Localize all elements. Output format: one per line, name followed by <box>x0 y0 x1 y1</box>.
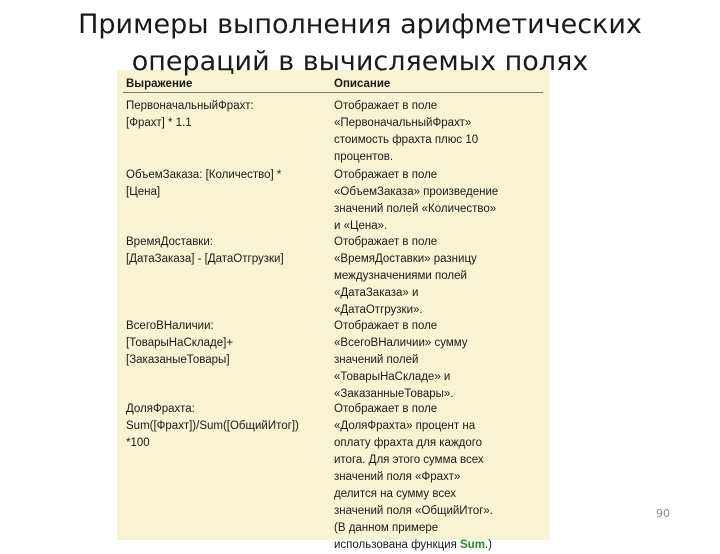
header-divider <box>123 92 543 93</box>
row-description: Отображает в поле «ОбъемЗаказа» произведение значений полей «Количество» и «Цена». <box>334 169 499 232</box>
row-description: Отображает в поле «ПервоначальныйФрахт» стоимость фрахта плюс 10 процентов. <box>334 100 479 163</box>
row-description-tail: .) <box>484 539 492 551</box>
row-expression: ВсегоВНаличии: [ТоварыНаСкладе]+[ЗаказаныеТовары] <box>126 320 234 366</box>
row-description <box>334 401 544 554</box>
row-expression: ПервоначальныйФрахт: [Фрахт] * 1.1 <box>126 100 254 129</box>
expressions-table <box>117 70 550 551</box>
row-expression: ОбъемЗаказа: [Количество] * [Цена] <box>126 169 282 198</box>
row-description-text: Отображает в поле «ДоляФрахта» процент на оплату фрахта для каждого итога. Для этого сумма всех значений поля «Фрахт» делится на сумму всех значений поля «ОбщийИтог». (В данном примере использована функция <box>334 403 493 551</box>
row-expression: ДоляФрахта: Sum([Фрахт])/Sum([ОбщийИтог]) *100 <box>126 403 299 449</box>
row-description: Отображает в поле «ВсегоВНаличии» сумму значений полей «ТоварыНаСкладе» и «ЗаказанныеТовары». <box>334 320 468 400</box>
function-name-highlight: Sum <box>460 539 485 551</box>
slide-title: Примеры выполнения арифметических операций в вычисляемых полях <box>78 9 642 77</box>
slide-number: 90 <box>656 507 670 520</box>
column-header-expression: Выражение <box>126 78 193 90</box>
row-description: Отображает в поле «ВремяДоставки» разницу междузначениями полей «ДатаЗаказа» и «ДатаОтгрузки». <box>334 236 477 316</box>
row-expression: ВремяДоставки: [ДатаЗаказа] - [ДатаОтгрузки] <box>126 236 284 265</box>
column-header-description: Описание <box>334 78 391 90</box>
